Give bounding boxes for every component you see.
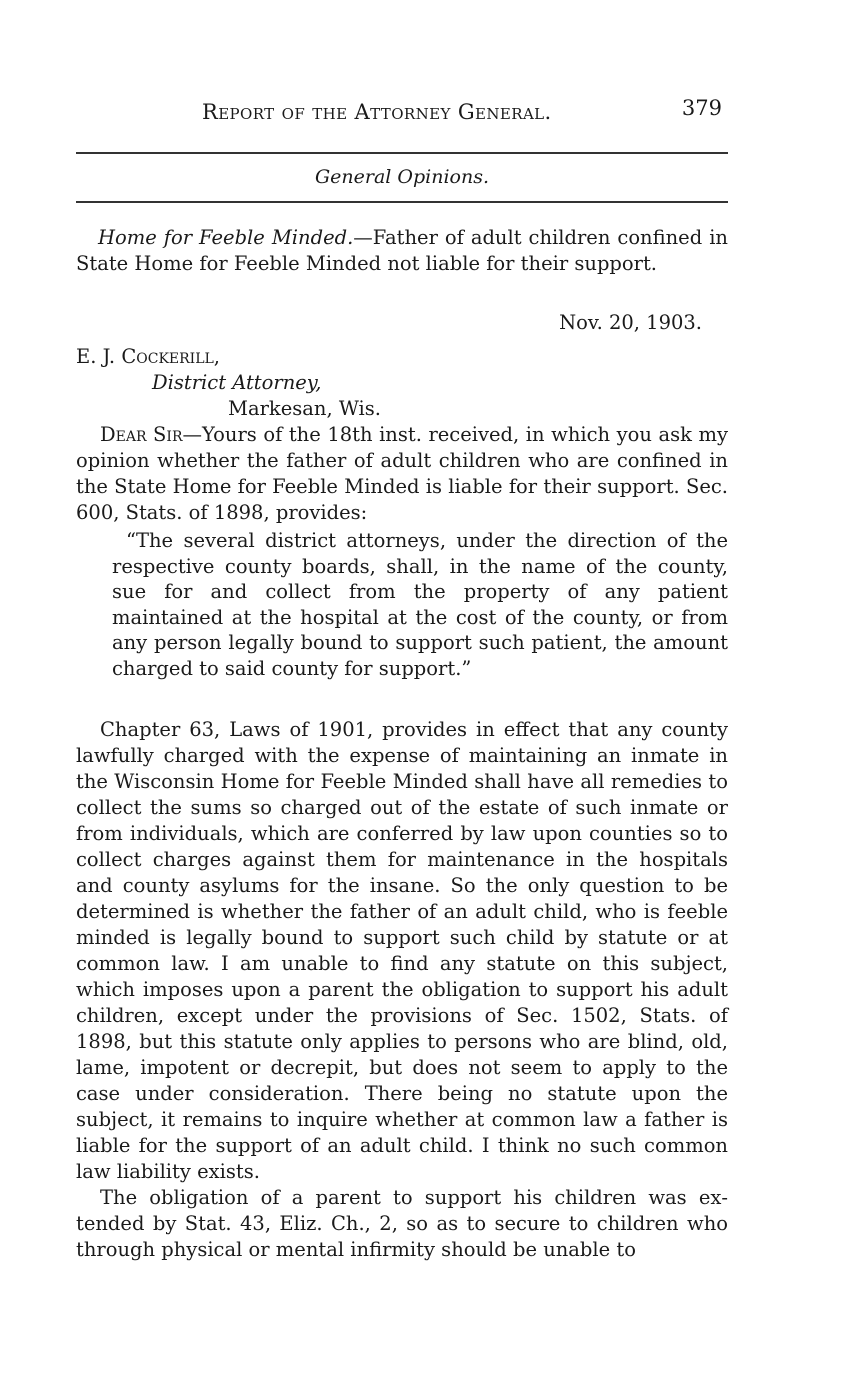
salutation: Dear Sir [100, 423, 183, 446]
statute-quotation: “The several district attorneys, under the direction of the respective county boards, shall, in the name of the county, sue for and collect from the property of any patient maintained at the hospital at the cost of the county, or from any person legally bound to support such patient, the amount charged to said county for support.” [112, 529, 728, 680]
headnote [76, 225, 728, 277]
bottom-rule [76, 201, 728, 203]
addressee-name: E. J. Cockerill, [76, 345, 220, 368]
letter-date: Nov. 20, 1903. [559, 311, 702, 334]
body-paragraph: Chapter 63, Laws of 1901, provides in effect that any county lawfully charged with the expense of maintaining an inmate in the Wisconsin Home for Feeble Minded shall have all remedies to collect the sums so charged out of the estate of such inmate or from individuals, which are conferred by law upon counties so to collect charges against them for maintenance in the hospitals and county asylums for the insane. So the only question to be determined is whether the father of an adult child, who is feeble minded is legally bound to support such child by statute or at common law. I am unable to find any statute on this subject, which imposes upon a parent the obligation to support his adult children, except under the provisions of Sec. 1502, Stats. of 1898, but this statute only applies to persons who are blind, old, lame, impotent or decrepit, but does not seem to apply to the case under consideration. There being no statute upon the subject, it remains to inquire whether at common law a father is liable for the support of an adult child. I think no such common law liability exists. [76, 718, 728, 1183]
section-title: General Opinions. [314, 166, 490, 188]
document-page [76, 96, 728, 1263]
opening-paragraph [76, 422, 728, 526]
headnote-summary: —Father of adult children confined in State Home for Feeble Minded not liable for their support. [76, 226, 728, 275]
addressee-block [76, 344, 728, 422]
running-header [76, 96, 728, 152]
running-title: Report of the Attorney General. [202, 100, 552, 124]
addressee-office: District Attorney, [152, 371, 322, 394]
headnote-topic: Home for Feeble Minded. [98, 226, 354, 249]
page-number: 379 [681, 96, 722, 120]
opening-text: —Yours of the 18th inst. received, in which you ask my opinion whether the father of adult children who are confined in the State Home for Feeble Minded is liable for their support. Sec. 600, Stats. of 1898, provides: [76, 423, 728, 524]
closing-paragraph: The obligation of a parent to support his children was extended by Stat. 43, Eliz. Ch., 2, so as to secure to children who through physical or mental infirmity should be unable to [76, 1186, 728, 1261]
addressee-place: Markesan, Wis. [228, 397, 382, 420]
